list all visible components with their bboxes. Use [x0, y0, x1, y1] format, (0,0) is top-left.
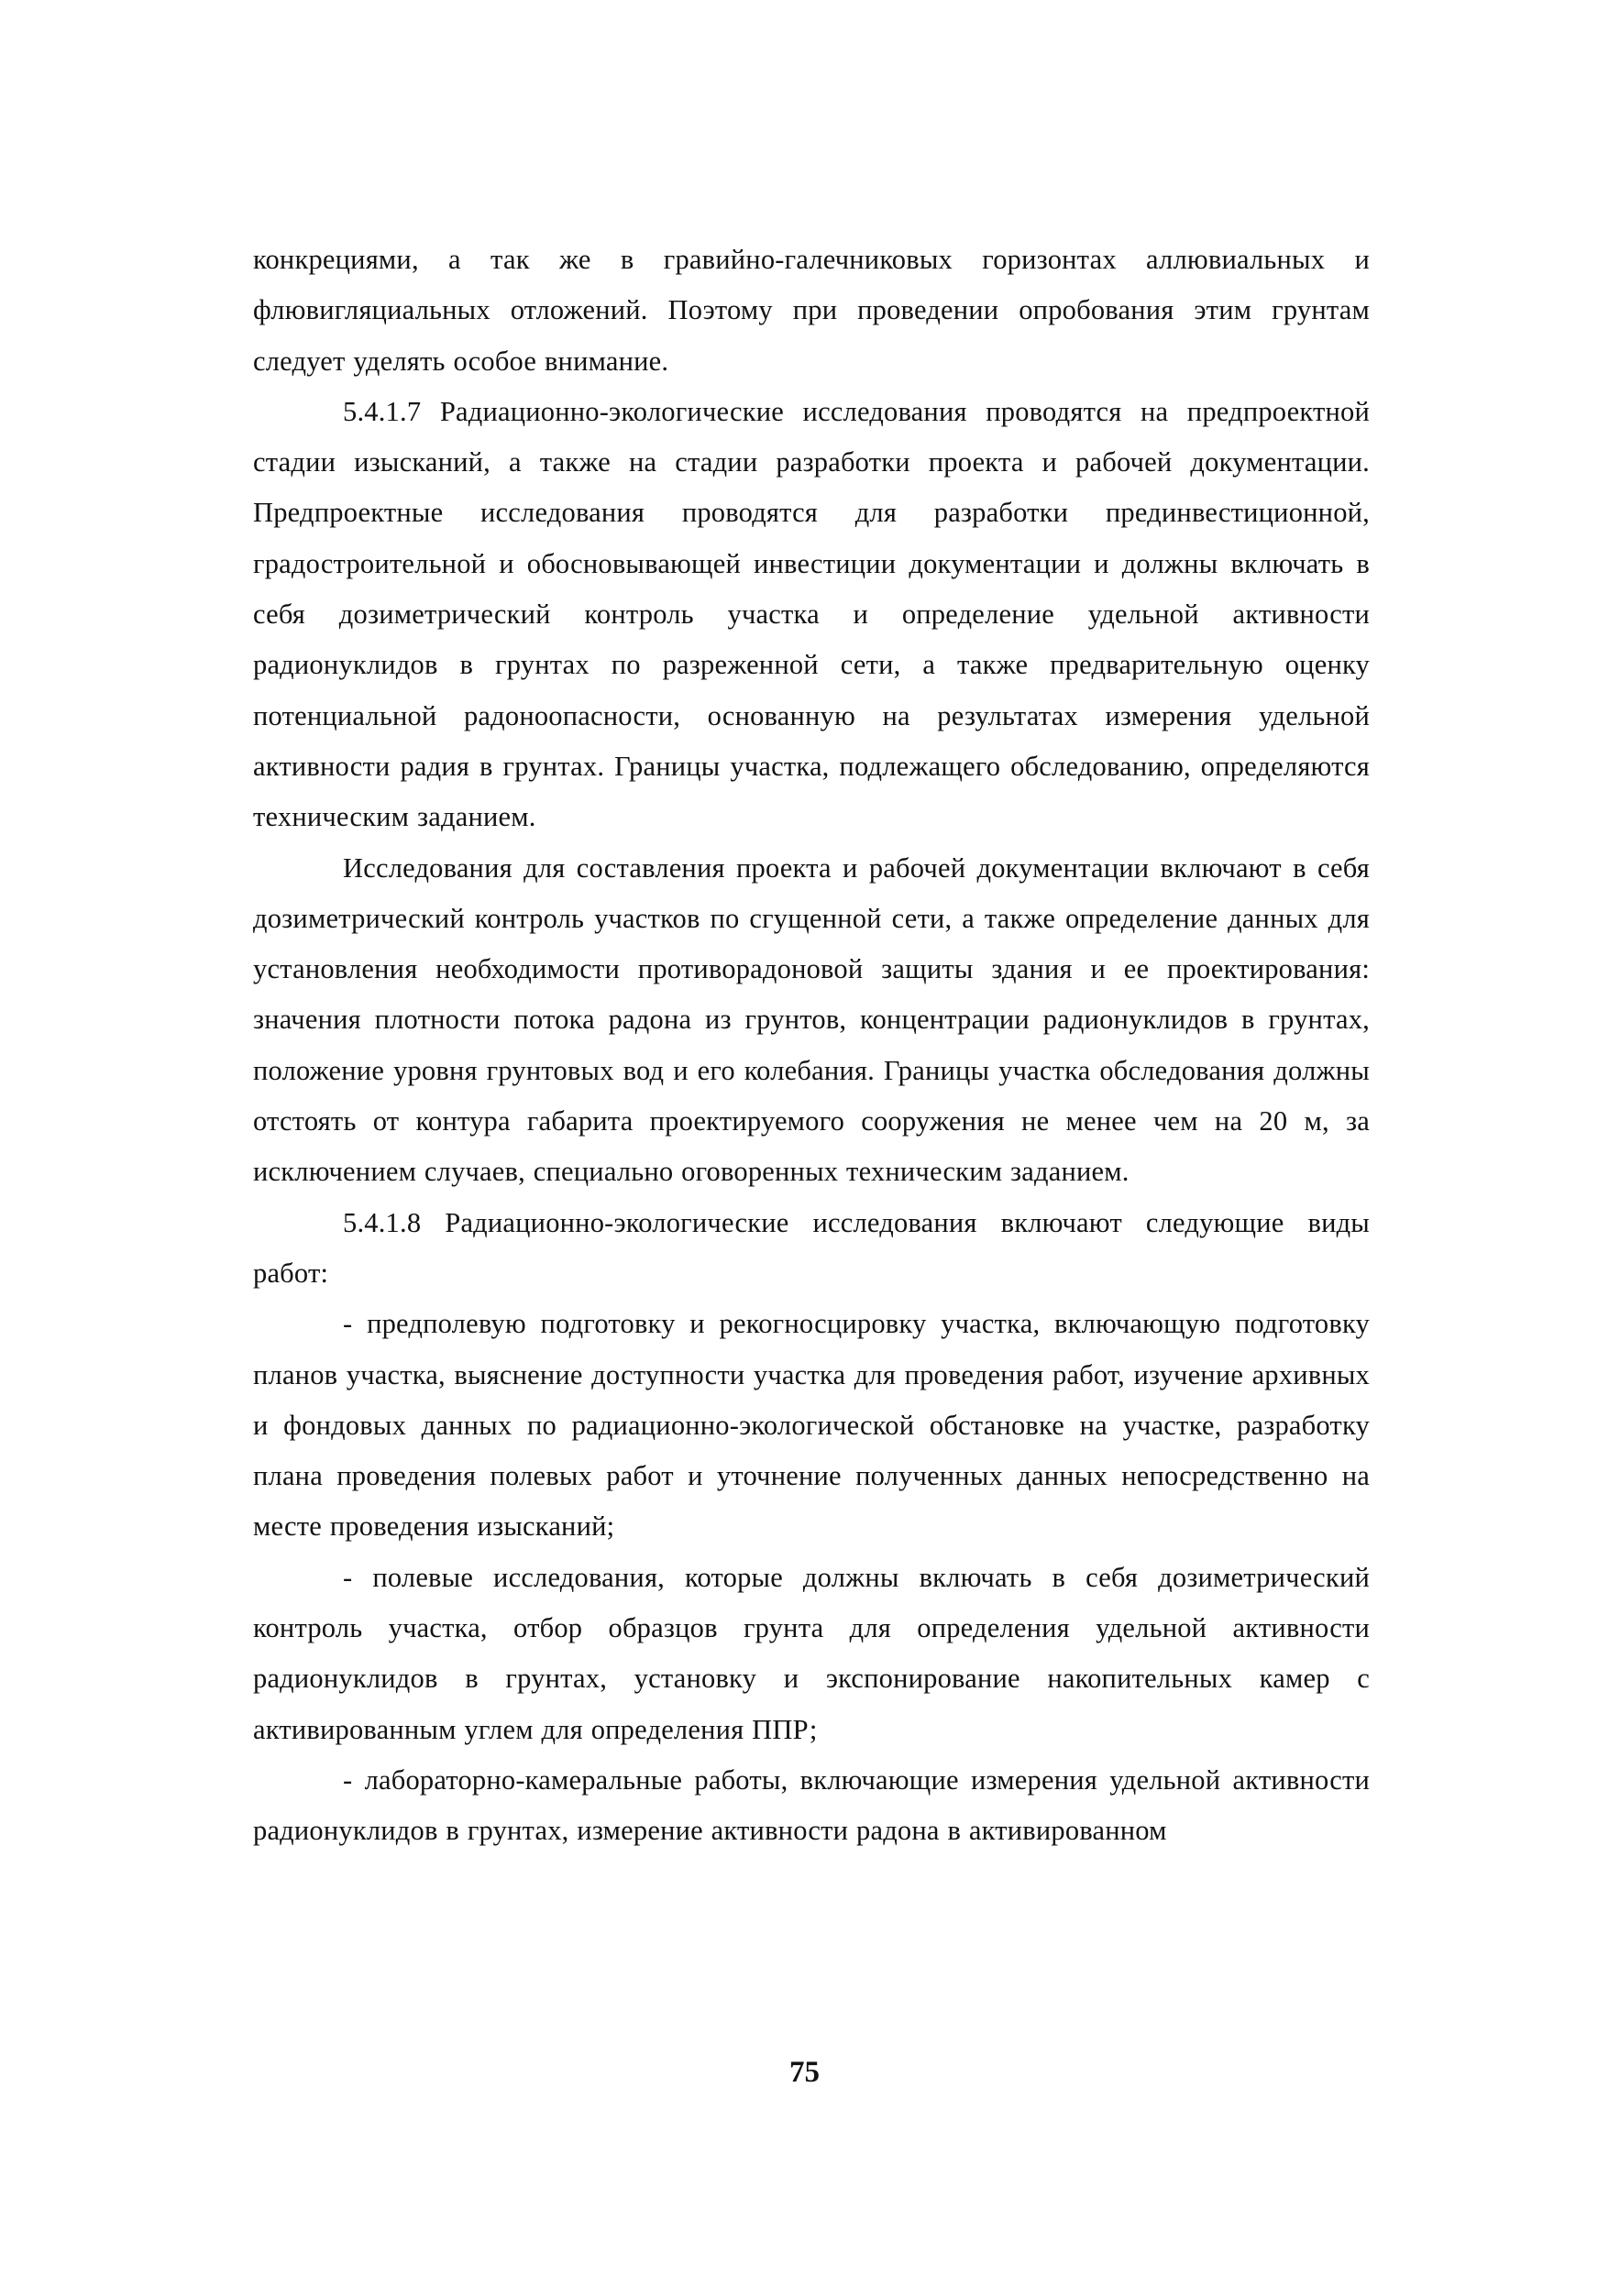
paragraph-5-4-1-8: 5.4.1.8 Радиационно-экологические исследования включают следующие виды работ: [253, 1206, 1370, 1289]
list-item-field-research: - полевые исследования, которые должны включать в себя дозиметрический контроль участка, отбор образцов грунта для определения удельной активности радионуклидов в грунтах, установку и экспонирование накопительных камер с активированным углем для определения ППР; [253, 1561, 1370, 1745]
paragraph-continuation: конкрециями, а так же в гравийно-галечниковых горизонтах аллювиальных и флювигляциальных отложений. Поэтому при проведении опробования этим грунтам следует уделять особое внимание. [253, 244, 1370, 377]
paragraph-project-research: Исследования для составления проекта и рабочей документации включают в себя дозиметрический контроль участков по сгущенной сети, а также определение данных для установления необходимости противорадоновой защиты здания и ее проектирования: значения плотности потока радона из грунтов, концентрации радионуклидов в грунтах, положение уровня грунтовых вод и его колебания. Границы участка обследования должны отстоять от контура габарита проектируемого сооружения не менее чем на 20 м, за исключением случаев, специально оговоренных техническим заданием. [253, 851, 1370, 1188]
list-item-prefield-preparation: - предполевую подготовку и рекогносцировку участка, включающую подготовку планов участка, выяснение доступности участка для проведения работ, изучение архивных и фондовых данных по радиационно-экологической обстановке на участке, разработку плана проведения полевых работ и уточнение полученных данных непосредственно на месте проведения изысканий; [253, 1308, 1370, 1543]
page-number: 75 [789, 2056, 820, 2089]
document-body [253, 235, 1370, 1857]
list-item-lab-work: - лабораторно-камеральные работы, включающие измерения удельной активности радионуклидов в грунтах, измерение активности радона в активированном [253, 1763, 1370, 1847]
paragraph-5-4-1-7: 5.4.1.7 Радиационно-экологические исследования проводятся на предпроектной стадии изысканий, а также на стадии разработки проекта и рабочей документации. Предпроектные исследования проводятся для разработки прединвестиционной, градостроительной и обосновывающей инвестиции документации и должны включать в себя дозиметрический контроль участка и определение удельной активности радионуклидов в грунтах по разреженной сети, а также предварительную оценку потенциальной радоноопасности, основанную на результатах измерения удельной активности радия в грунтах. Границы участка, подлежащего обследованию, определяются техническим заданием. [253, 395, 1370, 833]
